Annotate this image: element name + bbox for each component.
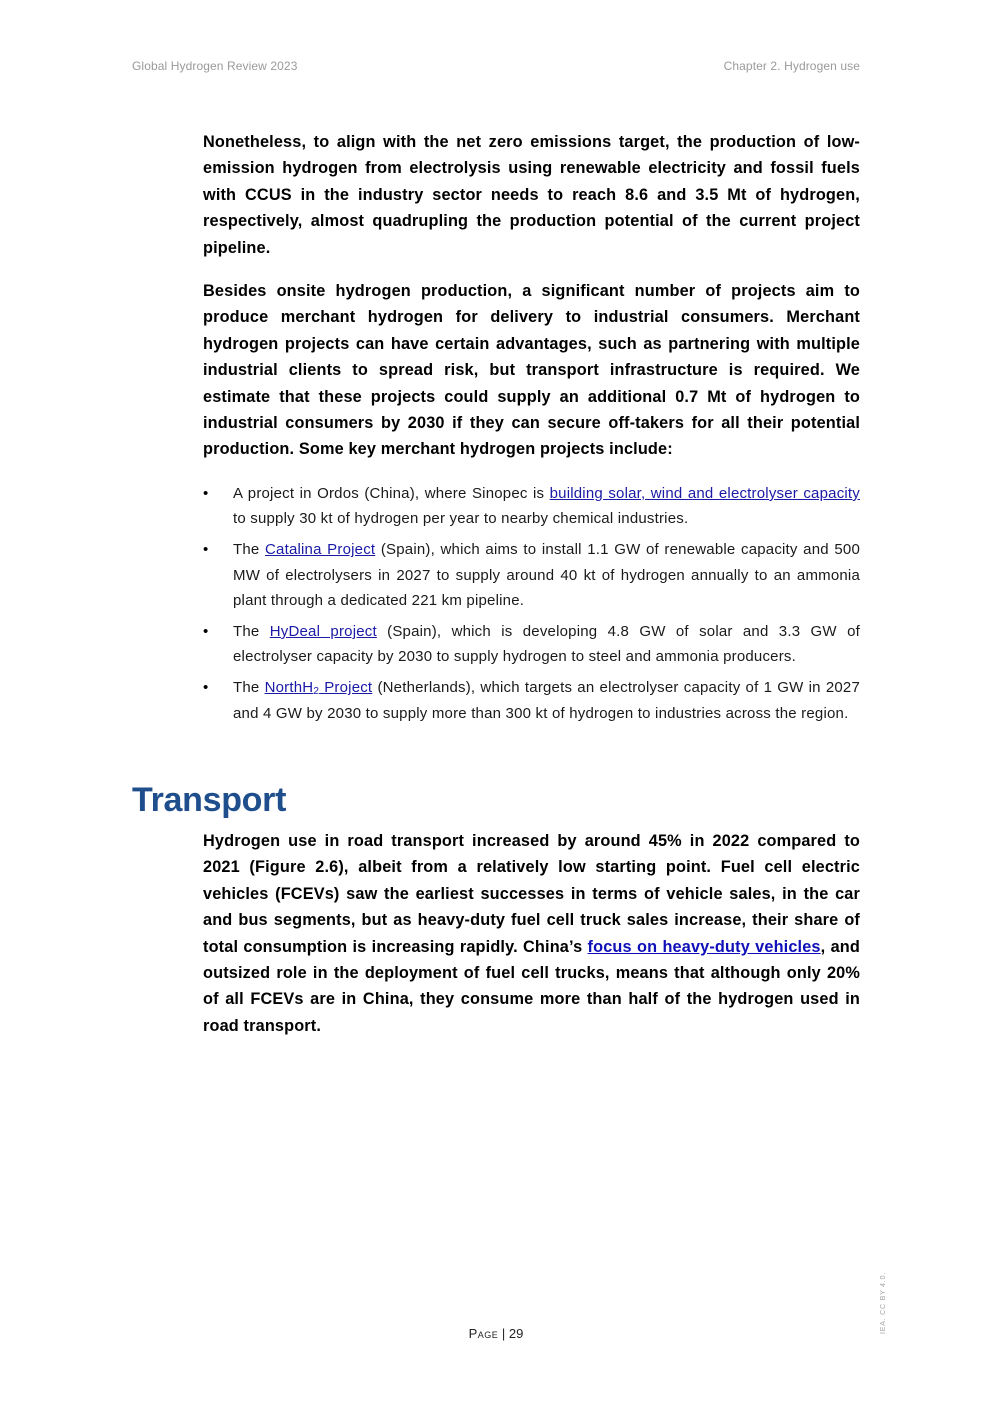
bullet-icon: • — [203, 485, 209, 502]
report-title: Global Hydrogen Review 2023 — [132, 59, 298, 73]
paragraph-net-zero: Nonetheless, to align with the net zero emissions target, the production of low-emission hydrogen from electrolysis using renewable electricity and fossil fuels with CCUS in the industry sector needs to reach 8.6 and 3.5 Mt of hydrogen, respectively, almost quadrupling the production potential of the current project pipeline. — [203, 133, 860, 257]
list-item-text: The — [233, 623, 270, 641]
paragraph-road-transport — [203, 828, 860, 1039]
list-item — [203, 675, 860, 725]
list-item-text: (Spain), which aims to install 1.1 GW of renewable capacity and 500 MW of electrolysers in 2027 to supply around 40 kt of hydrogen annually to an ammonia plant through a dedicated 221 km pipeline. — [233, 541, 860, 609]
merchant-projects-list — [203, 481, 860, 732]
page-number — [0, 1326, 992, 1341]
chapter-title: Chapter 2. Hydrogen use — [723, 59, 860, 73]
running-header — [132, 59, 860, 77]
paragraph-text: Hydrogen use in road transport increased by around 45% in 2022 compared to 2021 (Figure 2.6), albeit from a relatively low starting point. Fuel cell electric vehicles (FCEVs) saw the earliest successes in terms of vehicle sales, in the car and bus segments, but as heavy-duty fuel cell truck sales increase, their share of total consumption is increasing rapidly. China’s — [203, 832, 860, 956]
bullet-icon: • — [203, 679, 209, 697]
link-catalina-project[interactable]: Catalina Project — [265, 541, 376, 559]
link-sinopec-ordos[interactable]: building solar, wind and electrolyser capacity — [549, 485, 860, 502]
bullet-icon: • — [203, 541, 209, 559]
section-heading-transport: Transport — [132, 781, 287, 819]
list-item-text: The — [233, 679, 265, 697]
link-heavy-duty-vehicles[interactable]: focus on heavy-duty vehicles — [587, 937, 821, 956]
paragraph-text: , and outsized role in the deployment of fuel cell trucks, means that although only 20% of all FCEVs are in China, they consume more than half of the hydrogen used in road transport. — [203, 937, 860, 1035]
license-notice: IEA. CC BY 4.0. — [880, 1271, 887, 1334]
list-item-text: A project in Ordos (China), where Sinopec is — [233, 485, 550, 502]
list-item-text: The — [233, 541, 265, 559]
list-item — [203, 537, 860, 613]
list-item-text: to supply 30 kt of hydrogen per year to nearby chemical industries. — [233, 510, 689, 528]
link-text: Project — [319, 679, 373, 697]
list-item-text: (Spain), which is developing 4.8 GW of solar and 3.3 GW of electrolyser capacity by 2030 to supply hydrogen to steel and ammonia producers. — [233, 623, 860, 666]
link-subscript: 2 — [313, 686, 320, 698]
link-text: NorthH — [264, 679, 314, 697]
page-separator: | — [498, 1326, 509, 1341]
link-hydeal-project[interactable]: HyDeal project — [269, 623, 377, 641]
bullet-icon: • — [203, 623, 209, 641]
page-number-value: 29 — [508, 1326, 524, 1341]
page-label: Page — [468, 1326, 499, 1341]
paragraph-merchant-hydrogen: Besides onsite hydrogen production, a significant number of projects aim to produce merchant hydrogen for delivery to industrial consumers. Merchant hydrogen projects can have certain advantages, such as partnering with multiple industrial clients to spread risk, but transport infrastructure is required. We estimate that these projects could supply an additional 0.7 Mt of hydrogen to industrial consumers by 2030 if they can secure off-takers for all their potential production. Some key merchant hydrogen projects include: — [203, 282, 860, 459]
list-item — [203, 619, 860, 669]
list-item-text: (Netherlands), which targets an electrolyser capacity of 1 GW in 2027 and 4 GW by 2030 to supply more than 300 kt of hydrogen to industries across the region. — [233, 679, 860, 722]
link-northh2-project[interactable] — [265, 679, 373, 696]
list-item — [203, 481, 860, 531]
